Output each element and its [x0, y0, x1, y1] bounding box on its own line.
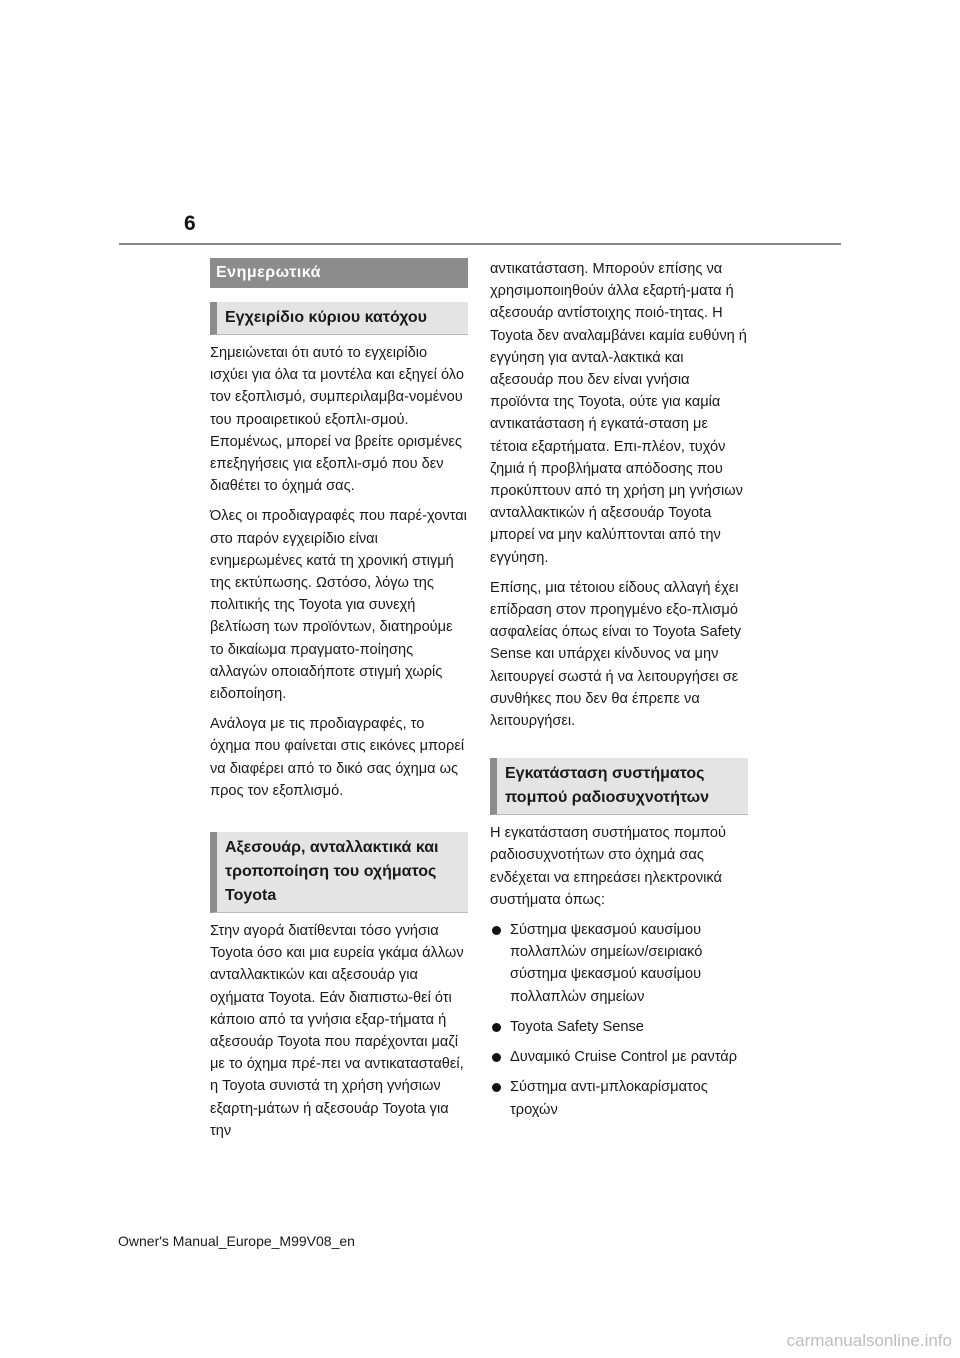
bullet-icon — [492, 926, 501, 935]
watermark: carmanualsonline.info — [786, 1331, 952, 1350]
subsection-title-rf-transmitter: Εγκατάσταση συστήματος πομπού ραδιοσυχνοτήτων — [490, 758, 748, 815]
list-item — [490, 919, 748, 1008]
list-item — [490, 1076, 748, 1120]
paragraph: Ανάλογα με τις προδιαγραφές, το όχημα που φαίνεται στις εικόνες μπορεί να διαφέρει από το δικό σας όχημα ως προς τον εξοπλισμό. — [210, 716, 465, 799]
left-column — [210, 258, 468, 1150]
page-number: 6 — [184, 212, 196, 235]
footer-document-id: Owner's Manual_Europe_M99V08_en — [118, 1233, 355, 1249]
list-item — [490, 1016, 748, 1038]
bullet-icon — [492, 1083, 501, 1092]
paragraph: Όλες οι προδιαγραφές που παρέ-χονται στο παρόν εγχειρίδιο είναι ενημερωμένες κατά τη χρονική στιγμή της εκτύπωσης. Ωστόσο, λόγω της πολιτικής της Toyota για συνεχή βελτίωση των προϊόντων, διατηρούμε το δικαίωμα πραγματο-ποίησης αλλαγών οποιαδήποτε στιγμή χωρίς ειδοποίηση. — [210, 508, 467, 703]
list-item-text: Σύστημα αντι-μπλοκαρίσματος τροχών — [510, 1079, 708, 1118]
paragraph: Η εγκατάσταση συστήματος πομπού ραδιοσυχνοτήτων στο όχημά σας ενδέχεται να επηρεάσει ηλεκτρονικά συστήματα όπως: — [490, 825, 726, 908]
subsection-title-owners-manual: Εγχειρίδιο κύριου κατόχου — [210, 302, 468, 335]
paragraph: Στην αγορά διατίθενται τόσο γνήσια Toyota όσο και μια ευρεία γκάμα άλλων ανταλλακτικών και αξεσουάρ για οχήματα Toyota. Εάν διαπιστω-θεί ότι κάποιο από τα γνήσια εξαρ-τήματα ή αξεσουάρ Toyota που παρέχονται μαζί με το όχημα πρέ-πει να αντικατασταθεί, η Toyota συνιστά τη χρήση γνήσιων εξαρτη-μάτων ή αξεσουάρ Toyota για την — [210, 923, 464, 1139]
list-item-text: Σύστημα ψεκασμού καυσίμου πολλαπλών σημείων/σειριακό σύστημα ψεκασμού καυσίμου πολλαπλών σημείων — [510, 922, 703, 1005]
list-item-text: Δυναμικό Cruise Control με ραντάρ — [510, 1049, 738, 1066]
section-title: Ενημερωτικά — [210, 258, 468, 288]
subsection-title-accessories: Αξεσουάρ, ανταλλακτικά και τροποποίηση του οχήματος Toyota — [210, 832, 468, 913]
list-item-text: Toyota Safety Sense — [510, 1018, 644, 1035]
bullet-list — [490, 919, 748, 1121]
list-item — [490, 1046, 748, 1068]
paragraph: αντικατάσταση. Μπορούν επίσης να χρησιμοποιηθούν άλλα εξαρτή-ματα ή αξεσουάρ αντίστοιχης ποιό-τητας. Η Toyota δεν αναλαμβάνει καμία ευθύνη ή εγγύηση για ανταλ-λακτικά και αξεσουάρ που δεν είναι γνήσια προϊόντα της Toyota, ούτε για καμία αντικατάσταση ή εγκατά-σταση με τέτοια εξαρτήματα. Επι-πλέον, τυχόν ζημιά ή προβλήματα απόδοσης που προκύπτουν από τη χρήση μη γνήσιων ανταλλακτικών ή αξεσουάρ Toyota μπορεί να μην καλύπτονται από την εγγύηση. — [490, 261, 747, 566]
paragraph: Επίσης, μια τέτοιου είδους αλλαγή έχει επίδραση στον προηγμένο εξο-πλισμό ασφαλείας όπως είναι το Toyota Safety Sense και υπάρχει κίνδυνος να μην λειτουργεί σωστά ή να λειτουργήσει σε συνθήκες που δεν θα έπρεπε να λειτουργήσει. — [490, 579, 742, 730]
right-column — [490, 258, 748, 1129]
header-rule — [119, 243, 841, 245]
paragraph: Σημειώνεται ότι αυτό το εγχειρίδιο ισχύει για όλα τα μοντέλα και εξηγεί όλο τον εξοπλισμό, συμπεριλαμβα-νομένου του προαιρετικού εξοπλι-σμού. Επομένως, μπορεί να βρείτε ορισμένες επεξηγήσεις για εξοπλι-σμό που δεν διαθέτει το όχημά σας. — [210, 345, 464, 495]
bullet-icon — [492, 1023, 501, 1032]
bullet-icon — [492, 1053, 501, 1062]
